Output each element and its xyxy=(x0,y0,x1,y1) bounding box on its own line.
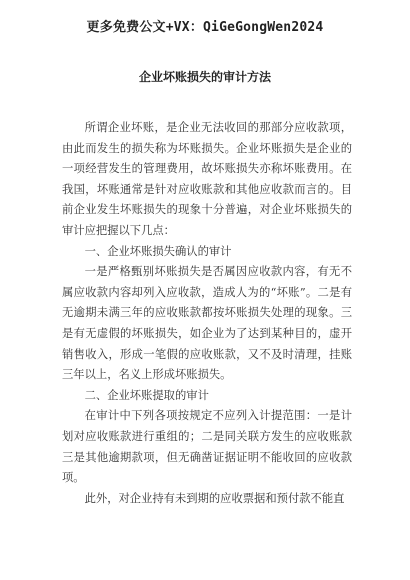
paragraph-intro: 所谓企业坏账，是企业无法收回的那部分应收款项，由此而发生的损失称为坏账损失。企业坏账损失是企业的一项经营发生的管理费用，故坏账损失亦称坏账费用。在我国，坏账通常是针对应收账款和其他应收款而言的。目前企业发生坏账损失的现象十分普遍，对企业坏账损失的审计应把握以下几点： xyxy=(62,121,352,237)
paragraph-section-2: 在审计中下列各项按规定不应列入计提范围：一是计划对应收账款进行重组的；二是同关联方发生的应收账款三是其他逾期款项，但无确凿证据证明不能收回的应收款项。 xyxy=(62,409,352,485)
document-body xyxy=(62,118,352,509)
paragraph-section-1: 一是严格甄别坏账损失是否属因应收款内容，有无不属应收款内容却列入应收款，造成人为的“坏账”。二是有无逾期未满三年的应收账款都按坏账损失处理的现象。三是有无虚假的坏账损失，如企业为了达到某种目的，虚开销售收入，形成一笔假的应收账款，又不及时清理，挂账三年以上，名义上形成坏账损失。 xyxy=(62,265,352,382)
watermark-header: 更多免费公文+VX：QiGeGongWen2024 xyxy=(86,20,324,35)
document-title: 企业坏账损失的审计方法 xyxy=(138,70,271,84)
section-heading-1: 一、企业坏账损失确认的审计 xyxy=(84,244,232,258)
section-heading-2: 二、企业坏账提取的审计 xyxy=(84,388,209,402)
paragraph-additional: 此外，对企业持有未到期的应收票据和预付款不能直 xyxy=(84,491,345,505)
